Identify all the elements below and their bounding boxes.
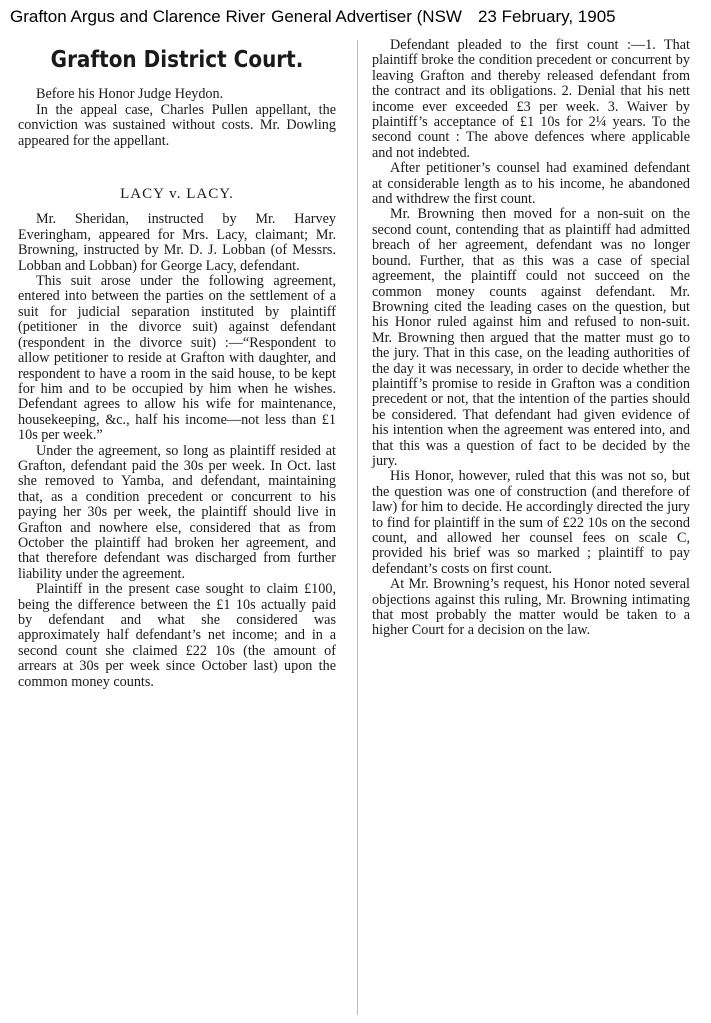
column-divider [357,40,358,1015]
intro-paragraph-1: Before his Honor Judge Heydon. [36,86,224,103]
article-paragraph: Plaintiff in the present case sought to claim £100, being the difference between the £1 10s actually paid by defendant and what she considered was approximately half defendant’s net income; and in a second count she claimed £22 10s (the amount of arrears at 30s per week since October last) upon the common money counts. [18,581,336,690]
article-paragraph: His Honor, however, ruled that this was not so, but the question was one of construction (and therefore of law) for him to decide. He accordingly directed the jury to find for plaintiff in the sum of £22 10s on the second count, and allowed her counsel fees on scale C, provided his brief was so marked ; plaintiff to pay defendant’s costs on first count. [372,468,690,577]
article-paragraph: At Mr. Browning’s request, his Honor noted several objections against this ruling, Mr. Browning intimating that most probably the matter would be taken to a higher Court for a decision on the law. [372,576,690,639]
case-title: LACY v. LACY. [120,186,234,203]
publication-date: 23 February, 1905 [477,7,616,26]
article-right-column [372,38,690,639]
article-paragraph: Mr. Sheridan, instructed by Mr. Harvey Everingham, appeared for Mrs. Lacy, claimant; Mr. Browning, instructed by Mr. D. J. Lobban (of Messrs. Lobban and Lobban) for George Lacy, defendant. [18,211,336,274]
article-paragraph: This suit arose under the following agreement, entered into between the parties on the settlement of a suit for judicial separation instituted by plaintiff (petitioner in the divorce suit) against defendant (respondent in the divorce suit) :—“Respondent to allow petitioner to reside at Grafton with daughter, and respondent to have a room in the said house, to be kept for him and to be occupied by him when he wishes. Defendant agrees to allow his wife for maintenance, housekeeping, &c., half his income—not less than £1 10s per week.” [18,273,336,444]
masthead [0,0,711,34]
intro-paragraph-2: In the appeal case, Charles Pullen appellant, the conviction was sustained without costs. Mr. Dowling appeared for the appellant. [18,101,336,149]
article-paragraph: Defendant pleaded to the first count :—1. That plaintiff broke the condition precedent or concurrent by leaving Grafton and thereby released defendant from the contract and its obligations. 2. Denial that his nett income ever exceeded £3 per week. 3. Waiver by plaintiff’s acceptance of £1 10s for 2¼ years. To the second count : The above defences where applicable and not indebted. [372,37,690,161]
publication-name: Grafton Argus and Clarence River [10,7,266,26]
publication-subtitle: General Advertiser (NSW [271,7,462,26]
article-paragraph: Under the agreement, so long as plaintiff resided at Grafton, defendant paid the 30s per week. In Oct. last she removed to Yamba, and defendant, maintaining that, as a condition precedent or concurrent to his paying her 30s per week, the plaintiff should live in Grafton and nowhere else, considered that as from October the plaintiff had broken her agreement, and that therefore defendant was discharged from further liability under the agreement. [18,442,336,582]
article-paragraph: After petitioner’s counsel had examined defendant at considerable length as to his income, he abandoned and withdrew the first count. [372,160,690,208]
article-left-column [18,36,336,690]
article-headline: Grafton District Court. [50,45,304,73]
article-paragraph: Mr. Browning then moved for a non-suit on the second count, contending that as plaintiff had admitted breach of her agreement, defendant was no longer bound. Further, that as this was a case of special agreement, the plaintiff could not succeed on the common money counts against defendant. Mr. Browning cited the leading cases on the question, but his Honor ruled against him and refused to non-suit. Mr. Browning then argued that the matter must go to the jury. That in this case, on the leading authorities of the day it was necessary, in order to decide whether the plaintiff’s promise to reside in Grafton was a condition precedent or not, that the intention of the parties should be considered. That defendant had given evidence of his intention when the agreement was entered into, and that this was a question of fact to be decided by the jury. [372,206,690,469]
